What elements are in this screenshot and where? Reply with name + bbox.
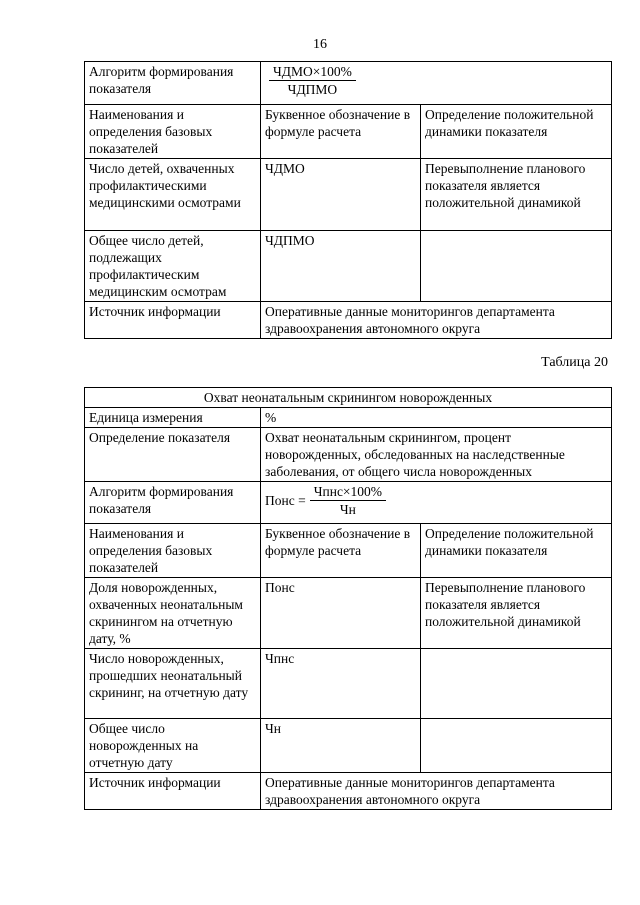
table-row — [85, 719, 612, 773]
formula-denominator: Чн — [339, 502, 356, 517]
table-row — [85, 231, 612, 302]
row-symbol: Чн — [261, 719, 421, 773]
table-row — [85, 159, 612, 231]
formula-expression — [265, 483, 386, 518]
row-name: Доля новорожденных, охваченных неонатальным скринингом на отчетную дату, % — [85, 578, 261, 649]
algorithm-label: Алгоритм формирования показателя — [85, 62, 261, 105]
formula-fraction — [269, 63, 356, 98]
row-symbol: Понс — [261, 578, 421, 649]
table-title: Охват неонатальным скринингом новорожденных — [85, 388, 612, 408]
table-row — [85, 773, 612, 810]
indicator-table — [84, 387, 612, 810]
table-row — [85, 578, 612, 649]
formula — [261, 62, 612, 105]
row-symbol: ЧДМО — [261, 159, 421, 231]
source-label: Источник информации — [85, 773, 261, 810]
table-row — [85, 428, 612, 482]
formula-numerator: Чпнс×100% — [310, 483, 386, 501]
header-symbol: Буквенное обозначение в формуле расчета — [261, 105, 421, 159]
formula-denominator: ЧДПМО — [287, 82, 338, 97]
indicator-table-continued — [84, 61, 612, 339]
table-row — [85, 408, 612, 428]
row-name: Число новорожденных, прошедших неонатальный скрининг, на отчетную дату — [85, 649, 261, 719]
table-row — [85, 302, 612, 339]
row-name: Общее число детей, подлежащих профилактическим медицинским осмотрам — [85, 231, 261, 302]
formula-lhs: Понс = — [265, 493, 306, 508]
source-value: Оперативные данные мониторингов департамента здравоохранения автономного округа — [261, 773, 612, 810]
header-dynamics: Определение положительной динамики показателя — [421, 524, 612, 578]
header-dynamics: Определение положительной динамики показателя — [421, 105, 612, 159]
header-name: Наименования и определения базовых показателей — [85, 105, 261, 159]
row-dynamics — [421, 649, 612, 719]
table-header-row — [85, 524, 612, 578]
unit-value: % — [261, 408, 612, 428]
row-dynamics — [421, 231, 612, 302]
row-symbol: Чпнс — [261, 649, 421, 719]
table-title-row — [85, 388, 612, 408]
formula-numerator: ЧДМО×100% — [269, 63, 356, 81]
row-dynamics: Перевыполнение планового показателя является положительной динамикой — [421, 159, 612, 231]
table-caption: Таблица 20 — [541, 355, 608, 370]
table-row — [85, 649, 612, 719]
table-row — [85, 62, 612, 105]
row-dynamics — [421, 719, 612, 773]
formula-fraction — [310, 483, 386, 518]
algorithm-label: Алгоритм формирования показателя — [85, 482, 261, 524]
header-symbol: Буквенное обозначение в формуле расчета — [261, 524, 421, 578]
formula — [261, 482, 612, 524]
page-number: 16 — [313, 37, 327, 52]
row-symbol: ЧДПМО — [261, 231, 421, 302]
definition-label: Определение показателя — [85, 428, 261, 482]
definition-value: Охват неонатальным скринингом, процент новорожденных, обследованных на наследственные заболевания, от общего числа новорожденных — [261, 428, 612, 482]
source-value: Оперативные данные мониторингов департамента здравоохранения автономного округа — [261, 302, 612, 339]
header-name: Наименования и определения базовых показателей — [85, 524, 261, 578]
row-name: Общее число новорожденных на отчетную дату — [85, 719, 261, 773]
row-name: Число детей, охваченных профилактическими медицинскими осмотрами — [85, 159, 261, 231]
row-dynamics: Перевыполнение планового показателя является положительной динамикой — [421, 578, 612, 649]
source-label: Источник информации — [85, 302, 261, 339]
table-row — [85, 482, 612, 524]
table-header-row — [85, 105, 612, 159]
unit-label: Единица измерения — [85, 408, 261, 428]
